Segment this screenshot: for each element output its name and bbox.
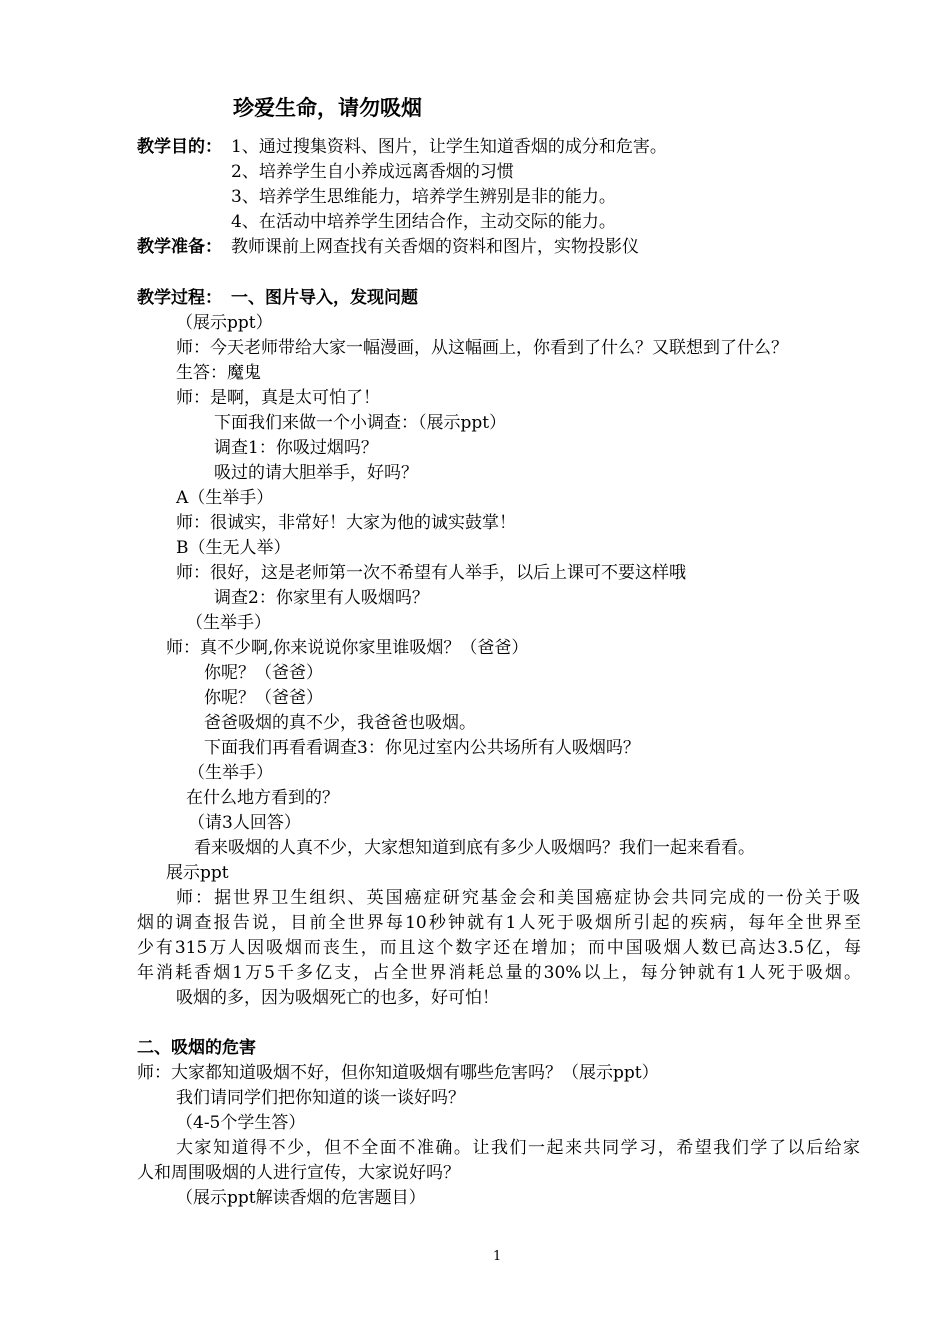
process-label: 教学过程： <box>137 288 222 308</box>
dialog-line: 下面我们再看看调查3：你见过室内公共场所有人吸烟吗？ <box>204 738 640 758</box>
dialog-line: 师：大家都知道吸烟不好，但你知道吸烟有哪些危害吗？（展示ppt） <box>137 1063 659 1083</box>
dialog-line: 师：很好，这是老师第一次不希望有人举手，以后上课可不要这样哦 <box>176 563 686 583</box>
dialog-line: 师：是啊，真是太可怕了！ <box>176 388 380 408</box>
dialog-line: 生答：魔鬼 <box>176 363 261 383</box>
dialog-line: （4-5个学生答） <box>176 1113 306 1133</box>
dialog-line: 调查2：你家里有人吸烟吗？ <box>214 588 429 608</box>
paragraph-line: 人和周围吸烟的人进行宣传，大家说好吗？ <box>137 1163 460 1183</box>
dialog-line: （展示ppt） <box>176 313 273 333</box>
dialog-line: 在什么地方看到的？ <box>186 788 339 808</box>
dialog-line: 爸爸吸烟的真不少，我爸爸也吸烟。 <box>204 713 476 733</box>
objective-item: 4、在活动中培养学生团结合作，主动交际的能力。 <box>231 212 616 232</box>
objective-item: 2、培养学生自小养成远离香烟的习惯 <box>231 162 514 182</box>
dialog-line: （生举手） <box>186 613 271 633</box>
dialog-line: B（生无人举） <box>176 538 291 558</box>
paragraph-line: 师：据世界卫生组织、英国癌症研究基金会和美国癌症协会共同完成的一份关于吸 <box>176 888 860 908</box>
dialog-line: 吸过的请大胆举手，好吗？ <box>214 463 418 483</box>
dialog-line: 你呢？（爸爸） <box>204 688 323 708</box>
dialog-line: 师：很诚实，非常好！大家为他的诚实鼓掌！ <box>176 513 516 533</box>
dialog-line: 师：真不少啊,你来说说你家里谁吸烟？（爸爸） <box>166 638 529 658</box>
dialog-line: 看来吸烟的人真不少，大家想知道到底有多少人吸烟吗？我们一起来看看。 <box>194 838 755 858</box>
dialog-line: 师：今天老师带给大家一幅漫画，从这幅画上，你看到了什么？又联想到了什么？ <box>176 338 788 358</box>
paragraph-line: 大家知道得不少，但不全面不准确。让我们一起来共同学习，希望我们学了以后给家 <box>176 1138 860 1158</box>
page-number: 1 <box>493 1249 502 1264</box>
objectives-label: 教学目的： <box>137 137 222 157</box>
dialog-line: 我们请同学们把你知道的谈一谈好吗？ <box>176 1088 465 1108</box>
paragraph-line: 年消耗香烟1万5千多亿支，占全世界消耗总量的30%以上，每分钟就有1人死于吸烟。 <box>137 963 861 983</box>
dialog-line: 调查1：你吸过烟吗？ <box>214 438 378 458</box>
dialog-line: 展示ppt <box>166 863 229 883</box>
dialog-line: （生举手） <box>188 763 273 783</box>
section2-title: 二、吸烟的危害 <box>137 1038 256 1058</box>
section1-title: 一、图片导入，发现问题 <box>231 288 418 308</box>
paragraph-line: 烟的调查报告说，目前全世界每10秒钟就有1人死于吸烟所引起的疾病，每年全世界至 <box>137 913 861 933</box>
paragraph-line: 少有315万人因吸烟而丧生，而且这个数字还在增加；而中国吸烟人数已高达3.5亿，每 <box>137 938 861 958</box>
dialog-line: 下面我们来做一个小调查：（展示ppt） <box>214 413 507 433</box>
page-title: 珍爱生命，请勿吸烟 <box>233 96 422 120</box>
preparation-text: 教师课前上网查找有关香烟的资料和图片，实物投影仪 <box>231 237 639 257</box>
preparation-label: 教学准备： <box>137 237 222 257</box>
dialog-line: 你呢？（爸爸） <box>204 663 323 683</box>
objective-item: 3、培养学生思维能力，培养学生辨别是非的能力。 <box>231 187 616 207</box>
paragraph-line: 吸烟的多，因为吸烟死亡的也多，好可怕！ <box>176 988 499 1008</box>
dialog-line: A（生举手） <box>176 488 274 508</box>
dialog-line: （展示ppt解读香烟的危害题目） <box>176 1188 426 1208</box>
dialog-line: （请3人回答） <box>188 813 301 833</box>
objective-item: 1、通过搜集资料、图片，让学生知道香烟的成分和危害。 <box>231 137 667 157</box>
